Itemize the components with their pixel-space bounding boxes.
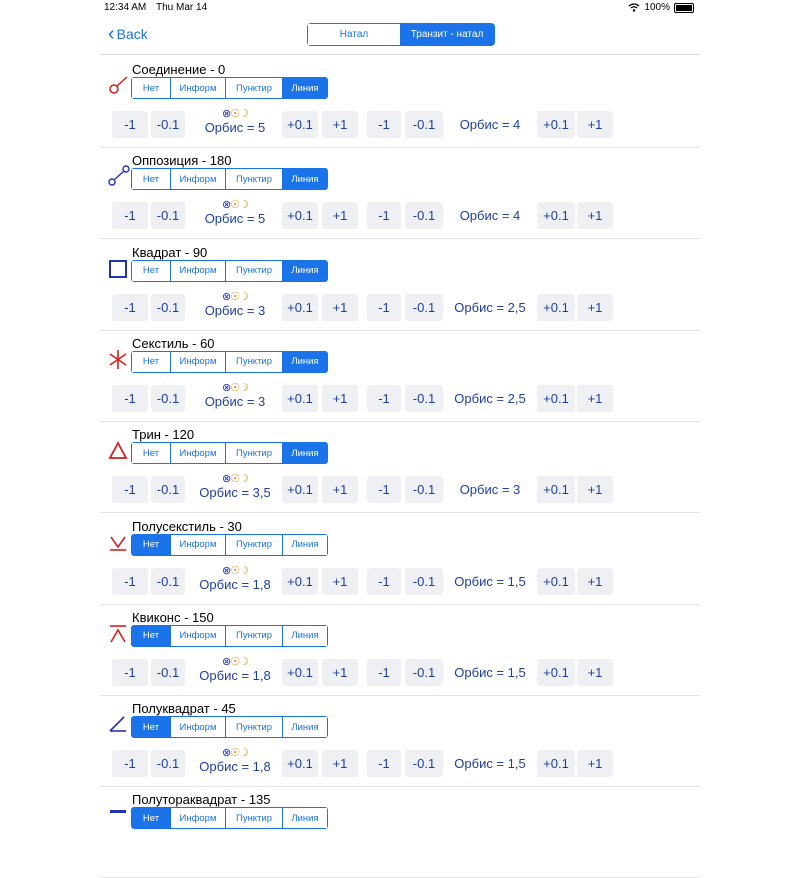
- aspect-row: [100, 330, 700, 422]
- orbis2-display: [446, 117, 534, 132]
- wifi-icon: [628, 3, 640, 12]
- planet-glyphs: [194, 291, 276, 303]
- sun-glyph-icon: ☉: [230, 199, 240, 212]
- segment-none[interactable]: Нет: [132, 352, 170, 372]
- planet-glyphs: [194, 199, 276, 211]
- orbis1-plus-0.1-button[interactable]: +0.1: [282, 476, 318, 503]
- conjunction-icon: [108, 74, 130, 96]
- segment-none[interactable]: Нет: [132, 808, 170, 828]
- orbis1-value: Орбис = 5: [204, 120, 266, 135]
- moon-glyph-icon: ☽: [239, 473, 248, 486]
- orbis2-minus-1-button[interactable]: -1: [367, 385, 401, 412]
- orbis1-display: [194, 108, 276, 135]
- orbis1-minus-0.1-button[interactable]: -0.1: [151, 659, 185, 686]
- orbis2-minus-1-button[interactable]: -1: [367, 568, 401, 595]
- aspect-row: [100, 695, 700, 787]
- orbis1-plus-0.1-button[interactable]: +0.1: [282, 111, 318, 138]
- orbis1-minus-0.1-button[interactable]: -0.1: [151, 476, 185, 503]
- orbis2-value: Орбис = 1,5: [454, 664, 526, 680]
- orbis1-display: [194, 291, 276, 318]
- segment-info[interactable]: Информ: [170, 261, 225, 281]
- orbis1-plus-1-button[interactable]: +1: [322, 202, 358, 229]
- display-mode-segmented-control[interactable]: [131, 716, 328, 738]
- segment-none[interactable]: Нет: [132, 717, 170, 737]
- orbis2-value: Орбис = 2,5: [454, 299, 526, 315]
- orbis2-display: [446, 756, 534, 771]
- aspect-title: Оппозиция - 180: [132, 153, 232, 169]
- orbis1-value: Орбис = 3: [204, 302, 266, 318]
- aspect-row: [100, 56, 700, 148]
- orbis2-display: [446, 574, 534, 589]
- segment-info[interactable]: Информ: [170, 717, 225, 737]
- segment-dotted[interactable]: Пунктир: [225, 443, 282, 463]
- orbis1-plus-0.1-button[interactable]: +0.1: [282, 202, 318, 229]
- quincunx-icon: [108, 622, 130, 644]
- orbis2-minus-0.1-button[interactable]: -0.1: [405, 476, 443, 503]
- moon-glyph-icon: ☽: [239, 290, 248, 303]
- node-glyph-icon: ⊗: [222, 108, 231, 120]
- sun-glyph-icon: ☉: [230, 747, 240, 760]
- aspect-title: Полусекстиль - 30: [132, 518, 242, 534]
- segment-dotted[interactable]: Пунктир: [225, 626, 282, 646]
- orbis2-plus-1-button[interactable]: +1: [577, 659, 613, 686]
- mode-segmented-control[interactable]: [307, 23, 495, 46]
- node-glyph-icon: ⊗: [222, 564, 231, 577]
- segment-dotted[interactable]: Пунктир: [225, 261, 282, 281]
- orbis1-display: [194, 565, 276, 592]
- segment-none[interactable]: Нет: [132, 535, 170, 555]
- tab-transit-natal[interactable]: Транзит - натал: [400, 24, 494, 45]
- orbis1-value: Орбис = 5: [204, 211, 266, 227]
- aspect-title: Трин - 120: [132, 427, 195, 443]
- segment-info[interactable]: Информ: [170, 169, 225, 189]
- orbis1-plus-1-button[interactable]: +1: [322, 294, 358, 321]
- sextile-icon: [108, 348, 130, 370]
- segment-line[interactable]: Линия: [282, 535, 327, 555]
- planet-glyphs: [194, 108, 276, 120]
- aspect-title: Полуквадрат - 45: [132, 701, 236, 717]
- segment-info[interactable]: Информ: [170, 78, 225, 98]
- planet-glyphs: [194, 656, 276, 668]
- orbis2-value: Орбис = 3: [459, 482, 521, 498]
- aspect-title: Квадрат - 90: [132, 244, 208, 260]
- aspect-title: Квиконс - 150: [132, 609, 214, 625]
- orbis1-display: [194, 473, 276, 500]
- orbis2-plus-1-button[interactable]: +1: [577, 568, 613, 595]
- orbis2-plus-0.1-button[interactable]: +0.1: [537, 294, 575, 321]
- orbis1-minus-0.1-button[interactable]: -0.1: [151, 385, 185, 412]
- segment-dotted[interactable]: Пунктир: [225, 169, 282, 189]
- orbis1-value: Орбис = 1,8: [199, 667, 271, 683]
- segment-info[interactable]: Информ: [170, 443, 225, 463]
- semisextile-icon: [108, 531, 130, 553]
- orbis2-plus-0.1-button[interactable]: +0.1: [537, 476, 575, 503]
- orbis1-plus-1-button[interactable]: +1: [322, 659, 358, 686]
- orbis1-plus-1-button[interactable]: +1: [322, 111, 358, 138]
- orbis1-minus-1-button[interactable]: -1: [112, 385, 148, 412]
- segment-line[interactable]: Линия: [282, 626, 327, 646]
- segment-line[interactable]: Линия: [282, 352, 327, 372]
- display-mode-segmented-control[interactable]: [131, 807, 328, 829]
- orbis2-plus-1-button[interactable]: +1: [577, 476, 613, 503]
- orbis2-plus-1-button[interactable]: +1: [577, 111, 613, 138]
- orbis2-value: Орбис = 1,5: [454, 756, 526, 772]
- segment-none[interactable]: Нет: [132, 443, 170, 463]
- chevron-left-icon: ‹: [108, 23, 115, 45]
- orbis2-plus-0.1-button[interactable]: +0.1: [537, 750, 575, 777]
- orbis2-plus-0.1-button[interactable]: +0.1: [537, 111, 575, 138]
- orbis2-minus-1-button[interactable]: -1: [367, 111, 401, 138]
- orbis1-minus-1-button[interactable]: -1: [112, 476, 148, 503]
- app-frame: [100, 0, 700, 824]
- orbis1-value: Орбис = 3,5: [199, 485, 271, 501]
- orbis1-minus-0.1-button[interactable]: -0.1: [151, 294, 185, 321]
- segment-none[interactable]: Нет: [132, 626, 170, 646]
- display-mode-segmented-control[interactable]: [131, 442, 328, 464]
- orbis2-display: [446, 300, 534, 315]
- orbis2-value: Орбис = 4: [459, 208, 521, 224]
- orbis2-minus-0.1-button[interactable]: -0.1: [405, 568, 443, 595]
- orbis2-value: Орбис = 1,5: [454, 573, 526, 589]
- node-glyph-icon: ⊗: [222, 290, 231, 303]
- back-label: Back: [116, 26, 148, 42]
- orbis1-plus-0.1-button[interactable]: +0.1: [282, 750, 318, 777]
- segment-line[interactable]: Линия: [282, 78, 327, 98]
- aspect-title: Полутораквадрат - 135: [132, 792, 271, 808]
- segment-line[interactable]: Линия: [282, 261, 327, 281]
- display-mode-segmented-control[interactable]: [131, 625, 328, 647]
- moon-glyph-icon: ☽: [239, 199, 248, 212]
- orbis1-display: [194, 747, 276, 774]
- orbis2-plus-0.1-button[interactable]: +0.1: [537, 568, 575, 595]
- aspect-row: [100, 513, 700, 605]
- orbis1-minus-1-button[interactable]: -1: [112, 750, 148, 777]
- segment-dotted[interactable]: Пунктир: [225, 352, 282, 372]
- sun-glyph-icon: ☉: [230, 381, 240, 394]
- moon-glyph-icon: ☽: [239, 564, 248, 577]
- moon-glyph-icon: ☽: [239, 108, 248, 120]
- orbis1-display: [194, 199, 276, 226]
- moon-glyph-icon: ☽: [239, 381, 248, 394]
- trine-icon: [108, 439, 130, 461]
- orbis2-minus-0.1-button[interactable]: -0.1: [405, 202, 443, 229]
- orbis2-value: Орбис = 2,5: [454, 390, 526, 406]
- status-date: Thu Mar 14: [156, 2, 208, 13]
- semisquare-icon: [108, 713, 130, 735]
- orbis1-value: Орбис = 3: [204, 393, 266, 409]
- orbis2-display: [446, 208, 534, 223]
- planet-glyphs: [194, 382, 276, 394]
- moon-glyph-icon: ☽: [239, 655, 248, 668]
- display-mode-segmented-control[interactable]: [131, 77, 328, 99]
- opposition-icon: [108, 165, 130, 187]
- display-mode-segmented-control[interactable]: [131, 534, 328, 556]
- aspect-row: [100, 239, 700, 331]
- orbis1-minus-0.1-button[interactable]: -0.1: [151, 568, 185, 595]
- orbis1-minus-0.1-button[interactable]: -0.1: [151, 750, 185, 777]
- orbis2-display: [446, 665, 534, 680]
- navigation-bar: [100, 16, 700, 55]
- orbis2-minus-0.1-button[interactable]: -0.1: [405, 294, 443, 321]
- segment-dotted[interactable]: Пунктир: [225, 808, 282, 828]
- aspect-row: [100, 147, 700, 239]
- orbis1-minus-1-button[interactable]: -1: [112, 294, 148, 321]
- node-glyph-icon: ⊗: [222, 381, 231, 394]
- orbis2-minus-0.1-button[interactable]: -0.1: [405, 750, 443, 777]
- orbis1-plus-0.1-button[interactable]: +0.1: [282, 385, 318, 412]
- node-glyph-icon: ⊗: [222, 473, 231, 486]
- status-bar: [100, 0, 700, 16]
- orbis2-minus-0.1-button[interactable]: -0.1: [405, 111, 443, 138]
- sun-glyph-icon: ☉: [230, 290, 240, 303]
- orbis1-plus-0.1-button[interactable]: +0.1: [282, 294, 318, 321]
- orbis1-value: Орбис = 1,8: [199, 759, 271, 775]
- segment-info[interactable]: Информ: [170, 808, 225, 828]
- segment-line[interactable]: Линия: [282, 443, 327, 463]
- status-right: [628, 2, 694, 13]
- orbis2-display: [446, 391, 534, 406]
- planet-glyphs: [194, 473, 276, 485]
- tab-natal[interactable]: Натал: [308, 24, 400, 45]
- sun-glyph-icon: ☉: [230, 564, 240, 577]
- orbis1-plus-1-button[interactable]: +1: [322, 750, 358, 777]
- orbis1-display: [194, 656, 276, 683]
- battery-percent: 100%: [644, 2, 670, 13]
- segment-none[interactable]: Нет: [132, 78, 170, 98]
- planet-glyphs: [194, 747, 276, 759]
- square-icon: [108, 257, 130, 279]
- orbis1-minus-1-button[interactable]: -1: [112, 111, 148, 138]
- node-glyph-icon: ⊗: [222, 199, 231, 212]
- orbis1-minus-0.1-button[interactable]: -0.1: [151, 202, 185, 229]
- orbis1-plus-0.1-button[interactable]: +0.1: [282, 568, 318, 595]
- orbis1-display: [194, 382, 276, 409]
- segment-info[interactable]: Информ: [170, 352, 225, 372]
- orbis2-plus-1-button[interactable]: +1: [577, 294, 613, 321]
- aspect-title: Секстиль - 60: [132, 335, 215, 351]
- orbis1-plus-1-button[interactable]: +1: [322, 476, 358, 503]
- orbis2-plus-1-button[interactable]: +1: [577, 202, 613, 229]
- display-mode-segmented-control[interactable]: [131, 351, 328, 373]
- sun-glyph-icon: ☉: [230, 655, 240, 668]
- segment-line[interactable]: Линия: [282, 717, 327, 737]
- sun-glyph-icon: ☉: [230, 108, 240, 120]
- aspect-row: [100, 786, 700, 878]
- display-mode-segmented-control[interactable]: [131, 260, 328, 282]
- aspect-title: Соединение - 0: [132, 62, 226, 77]
- planet-glyphs: [194, 565, 276, 577]
- orbis1-minus-1-button[interactable]: -1: [112, 659, 148, 686]
- orbis2-minus-0.1-button[interactable]: -0.1: [405, 659, 443, 686]
- orbis2-plus-0.1-button[interactable]: +0.1: [537, 385, 575, 412]
- moon-glyph-icon: ☽: [239, 747, 248, 760]
- orbis1-value: Орбис = 1,8: [199, 576, 271, 592]
- orbis2-minus-1-button[interactable]: -1: [367, 294, 401, 321]
- display-mode-segmented-control[interactable]: [131, 168, 328, 190]
- orbis2-plus-1-button[interactable]: +1: [577, 385, 613, 412]
- back-button[interactable]: [108, 23, 148, 45]
- segment-dotted[interactable]: Пунктир: [225, 78, 282, 98]
- orbis2-minus-1-button[interactable]: -1: [367, 750, 401, 777]
- sun-glyph-icon: ☉: [230, 473, 240, 486]
- orbis1-minus-1-button[interactable]: -1: [112, 568, 148, 595]
- battery-icon: [674, 3, 694, 13]
- segment-line[interactable]: Линия: [282, 808, 327, 828]
- orbis2-minus-0.1-button[interactable]: -0.1: [405, 385, 443, 412]
- orbis2-plus-0.1-button[interactable]: +0.1: [537, 202, 575, 229]
- node-glyph-icon: ⊗: [222, 747, 231, 760]
- node-glyph-icon: ⊗: [222, 655, 231, 668]
- orbis2-minus-1-button[interactable]: -1: [367, 202, 401, 229]
- orbis2-plus-1-button[interactable]: +1: [577, 750, 613, 777]
- segment-none[interactable]: Нет: [132, 261, 170, 281]
- orbis1-plus-0.1-button[interactable]: +0.1: [282, 659, 318, 686]
- orbis1-minus-1-button[interactable]: -1: [112, 202, 148, 229]
- orbis1-minus-0.1-button[interactable]: -0.1: [151, 111, 185, 138]
- segment-info[interactable]: Информ: [170, 535, 225, 555]
- segment-line[interactable]: Линия: [282, 169, 327, 189]
- aspect-row: [100, 604, 700, 696]
- orbis2-value: Орбис = 4: [459, 117, 521, 132]
- sesquiquadrate-icon: [108, 804, 130, 826]
- status-time: 12:34 AM: [104, 2, 147, 13]
- orbis2-minus-1-button[interactable]: -1: [367, 659, 401, 686]
- segment-none[interactable]: Нет: [132, 169, 170, 189]
- orbis2-display: [446, 482, 534, 497]
- orbis1-plus-1-button[interactable]: +1: [322, 385, 358, 412]
- segment-dotted[interactable]: Пунктир: [225, 535, 282, 555]
- orbis1-plus-1-button[interactable]: +1: [322, 568, 358, 595]
- segment-dotted[interactable]: Пунктир: [225, 717, 282, 737]
- aspect-row: [100, 421, 700, 513]
- orbis2-plus-0.1-button[interactable]: +0.1: [537, 659, 575, 686]
- segment-info[interactable]: Информ: [170, 626, 225, 646]
- orbis2-minus-1-button[interactable]: -1: [367, 476, 401, 503]
